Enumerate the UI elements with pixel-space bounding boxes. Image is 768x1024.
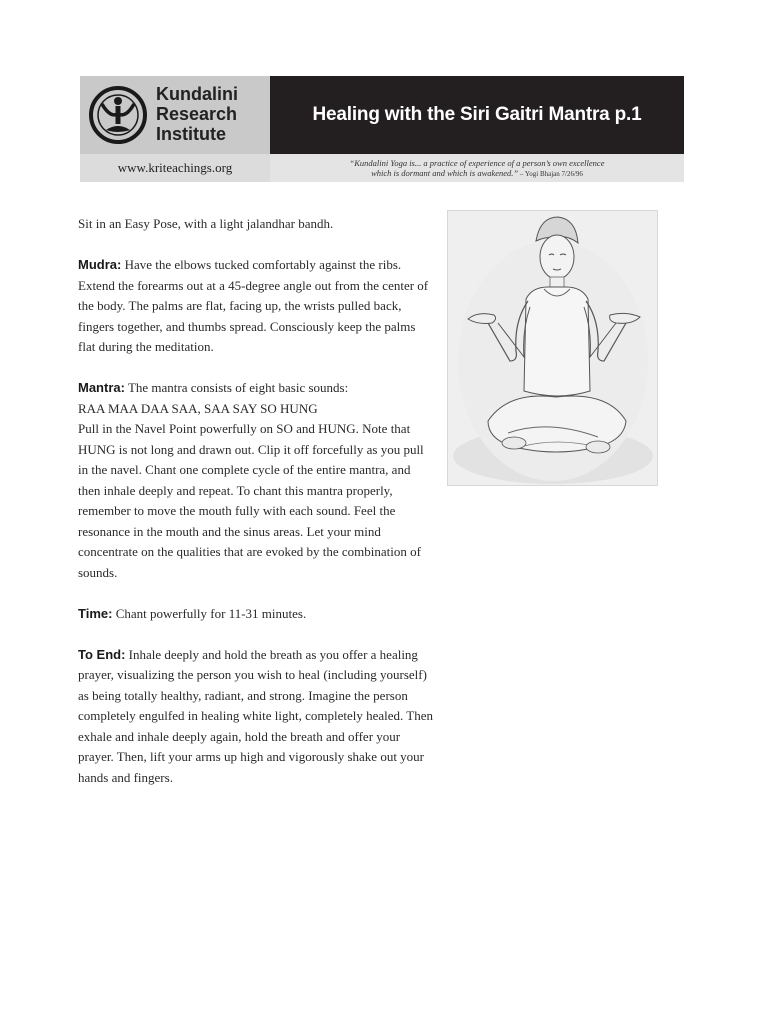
quote-attribution: – Yogi Bhajan 7/26/96 <box>518 170 583 178</box>
mantra-instructions: Pull in the Navel Point powerfully on SO and HUNG. Note that HUNG is not long and drawn out. Clip it off forcefully as you pull in the navel. Chant one complete cycle of the entire mantra, and then inhale deeply and repeat. To chant this mantra properly, remember to move the mouth fully with each sound. Feel the resonance in the mouth and the sinus areas. Let your mind concentrate on the qualities that are evoked by the combination of sounds. <box>78 421 424 580</box>
website-url: www.kriteachings.org <box>80 154 270 182</box>
logo-line-1: Kundalini <box>156 84 238 104</box>
logo-block <box>80 76 270 154</box>
to-end-text: Inhale deeply and hold the breath as you offer a healing prayer, visualizing the person you wish to heal (including yourself) as being totally healthy, radiant, and strong. Imagine the person completely engulfed in healing white light, completely healed. Then exhale and inhale deeply again, hold the breath and offer your prayer. Then, lift your arms up high and vigorously shake out your hands and fingers. <box>78 646 433 785</box>
meditation-pose-illustration <box>447 210 658 486</box>
mantra-paragraph <box>78 378 434 583</box>
time-paragraph <box>78 604 434 625</box>
mudra-label: Mudra: <box>78 257 122 272</box>
logo-wordmark <box>156 84 266 144</box>
title-block <box>270 76 684 154</box>
intro-paragraph: Sit in an Easy Pose, with a light jalandhar bandh. <box>78 216 334 231</box>
seated-meditator-drawing <box>448 211 657 485</box>
mudra-paragraph <box>78 255 434 358</box>
logo-line-2: Research <box>156 104 238 124</box>
header-banner <box>80 76 684 182</box>
kri-logo-icon <box>88 84 148 146</box>
mantra-text: The mantra consists of eight basic sounds: <box>124 380 349 395</box>
quote-line-2-text: which is dormant and which is awakened.” <box>371 168 519 178</box>
quote-block <box>270 154 684 182</box>
instructions-body <box>78 214 434 809</box>
quote-line-2 <box>270 168 684 179</box>
to-end-paragraph <box>78 645 434 789</box>
mudra-text: Have the elbows tucked comfortably against the ribs. Extend the forearms out at a 45-degree angle out from the center of the body. The palms are flat, facing up, the wrists pulled back, fingers together, and thumbs spread. Consciously keep the palms flat during the meditation. <box>78 257 429 354</box>
to-end-label: To End: <box>78 646 126 662</box>
quote-line-1: “Kundalini Yoga is... a practice of experience of a person’s own excellence <box>349 158 605 168</box>
logo-line-3: Institute <box>156 124 226 144</box>
mantra-chant: RAA MAA DAA SAA, SAA SAY SO HUNG <box>78 400 318 416</box>
time-text: Chant powerfully for 11-31 minutes. <box>112 605 307 621</box>
mantra-label: Mantra: <box>78 380 125 395</box>
page-title: Healing with the Siri Gaitri Mantra p.1 <box>312 104 642 125</box>
time-label: Time: <box>78 605 113 621</box>
